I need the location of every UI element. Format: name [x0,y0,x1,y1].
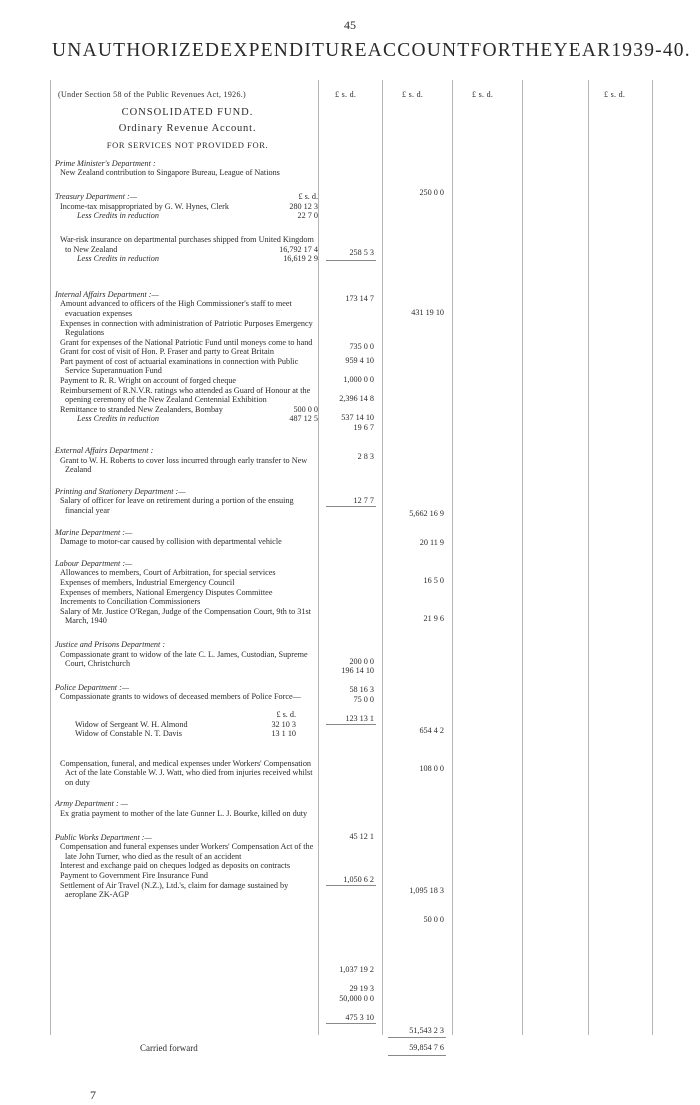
line-item: Expenses of members, National Emergency Disputes Committee [60,587,273,597]
amount: 1,000 0 0 [343,375,374,384]
amount: 2,396 14 8 [339,394,374,403]
line-item: Increments to Conciliation Commissioners [60,597,201,607]
page-number: 45 [344,18,356,32]
line-item: Grant for expenses of the National Patriotic Fund until moneys come to hand [60,337,313,347]
column-rule [588,80,589,1035]
amount: 5,662 16 9 [409,509,444,518]
column-header: £ s. d. [604,90,626,99]
line-item: Reimbursement of R.N.V.R. ratings who attended as Guard of Honour at the opening ceremony of the New Zealand Centennial Exhibition [60,385,311,405]
rule [326,724,376,725]
line-item: Expenses in connection with administration of Patriotic Purposes Emergency Regulations [60,318,313,338]
line-item: Expenses of members, Industrial Emergency Council [60,577,235,587]
rule [326,1023,376,1024]
carried-forward-amount: 59,854 7 6 [409,1043,444,1052]
title-word: EXPENDITURE [220,40,368,61]
account-heading: Ordinary Revenue Account. [118,122,257,134]
authority-note: (Under Section 58 of the Public Revenues Act, 1926.) [58,90,247,99]
line-item: Interest and exchange paid on cheques lodged as deposits on contracts [60,861,291,871]
title-word: UNAUTHORIZED [52,40,221,61]
column-header: £ s. d. [472,90,494,99]
amount: 959 4 10 [345,356,374,365]
credits-line: Less Credits in reduction 16,619 2 9 [77,254,318,264]
footer-number: 7 [90,1088,96,1102]
page-title [52,40,691,62]
dept-justice: Justice and Prisons Department : [55,639,166,649]
credits-line: Less Credits in reduction 487 12 5 [77,414,318,424]
amount: 32 10 3 [271,719,296,729]
amount: 200 0 0 [349,657,374,666]
lsd-label: £ s. d. [276,709,296,719]
amount: 12 7 7 [353,496,374,505]
amount: 475 3 10 [345,1013,374,1022]
lsd-label: £ s. d. [298,192,318,202]
amount: 19 6 7 [353,423,374,432]
line-item: Compensation, funeral, and medical expenses under Workers' Compensation Act of the late Constable W. J. Watt, who died from injuries received whilst on duty [60,758,313,787]
dept-printing: Printing and Stationery Department :— [55,486,186,496]
amount: 500 0 0 [293,404,318,414]
column-rule [652,80,653,1035]
amount: 45 12 1 [349,832,374,841]
amount: 1,037 19 2 [339,965,374,974]
rule [326,506,376,507]
column-rule [522,80,523,1035]
line-item: War-risk insurance on departmental purchases shipped from United Kingdom to New Zealand [60,234,314,254]
rule [388,1055,446,1056]
amount: 537 14 10 [341,413,374,422]
column-header: £ s. d. [402,90,424,99]
line-item: Damage to motor-car caused by collision with departmental vehicle [60,537,282,547]
amount: 108 0 0 [419,764,444,773]
line-item: Ex gratia payment to mother of the late Gunner L. J. Bourke, killed on duty [60,809,308,819]
dept-police: Police Department :— [55,682,130,692]
column-rule [382,80,383,1035]
dept-treasury: Treasury Department :— [55,191,138,201]
title-word: THE [511,40,554,61]
amount: 29 19 3 [349,984,374,993]
dept-external-affairs: External Affairs Department : [55,446,154,456]
amount: 735 0 0 [349,342,374,351]
dept-public-works: Public Works Department :— [55,832,152,842]
line-item: Remittance to stranded New Zealanders, Bombay [60,404,223,414]
line-item: Part payment of cost of actuarial examinations in connection with Public Service Superannuation Fund [60,356,299,376]
amount: 654 4 2 [419,726,444,735]
amount: 431 19 10 [411,308,444,317]
column-rule [50,80,51,1035]
amount: 487 12 5 [289,414,318,424]
amount: 250 0 0 [419,188,444,197]
line-item: Grant to W. H. Roberts to cover loss incurred through early transfer to New Zealand [60,455,308,475]
line-item: Salary of officer for leave on retirement during a portion of the ensuing financial year [60,496,294,515]
line-item: Compassionate grant to widow of the late C. L. James, Custodian, Supreme Court, Christchurch [60,649,308,669]
dept-army: Army Department : — [55,799,128,809]
amount: 16 5 0 [423,576,444,585]
amount: 258 5 3 [349,248,374,257]
amount: 2 8 3 [357,452,374,461]
line-item: Payment to Government Fire Insurance Fund [60,871,209,881]
fund-heading: CONSOLIDATED FUND. [121,107,254,118]
line-item: Settlement of Air Travel (N.Z.), Ltd.'s, claim for damage sustained by aeroplane ZK-AGP [60,880,289,900]
line-item: Grant for cost of visit of Hon. P. Fraser and party to Great Britain [60,347,274,357]
amount: 173 14 7 [345,294,374,303]
amount: 16,619 2 9 [283,254,318,264]
rule [326,260,376,261]
line-item: Compensation and funeral expenses under Workers' Compensation Act of the late John Turner, who died as the result of an accident [60,842,314,861]
column-rule [452,80,453,1035]
line-item: New Zealand contribution to Singapore Bureau, League of Nations [60,168,280,178]
services-heading: FOR SERVICES NOT PROVIDED FOR. [106,140,269,151]
amount: 51,543 2 3 [409,1026,444,1035]
amount: 58 16 3 [349,685,374,694]
title-word: YEAR [553,40,612,61]
amount: 280 12 3 [289,201,318,211]
dept-marine: Marine Department :— [55,527,133,537]
amount: 50 0 0 [423,915,444,924]
title-word: 1939-40. [611,40,691,61]
amount: 20 11 9 [419,538,444,547]
line-item: Allowances to members, Court of Arbitration, for special services [60,568,276,578]
widow-line: Widow of Constable N. T. Davis 13 1 10 [55,729,320,739]
line-item: Amount advanced to officers of the High Commissioner's staff to meet evacuation expenses [60,299,292,318]
dept-internal-affairs: Internal Affairs Department :— [55,289,159,299]
carried-forward-label: Carried forward [140,1043,198,1053]
line-item: Compassionate grants to widows of deceased members of Police Force— [60,692,301,702]
line-item: Income-tax misappropriated by G. W. Hynes, Clerk [60,201,229,211]
amount: 50,000 0 0 [339,994,374,1003]
line-item: Payment to R. R. Wright on account of forged cheque [60,376,237,386]
column-header: £ s. d. [335,90,357,99]
amount: 1,050 6 2 [343,875,374,884]
widow-line: Widow of Sergeant W. H. Almond 32 10 3 [55,720,320,730]
amount: 123 13 1 [345,714,374,723]
account-body [55,100,320,900]
amount: 22 7 0 [297,211,318,221]
line-item: Salary of Mr. Justice O'Regan, Judge of the Compensation Court, 9th to 31st March, 1940 [60,606,311,626]
amount: 196 14 10 [341,666,374,675]
rule [326,885,376,886]
credits-line: Less Credits in reduction 22 7 0 [77,211,318,221]
amount: 75 0 0 [353,695,374,704]
amount: 16,792 17 4 [279,244,318,254]
dept-prime-minister: Prime Minister's Department : [55,158,156,168]
amount: 13 1 10 [271,729,296,739]
amount: 21 9 6 [423,614,444,623]
title-word: FOR [470,40,512,61]
amount: 1,095 18 3 [409,886,444,895]
dept-labour: Labour Department :— [55,558,133,568]
title-word: ACCOUNT [367,40,471,61]
rule [388,1037,446,1038]
